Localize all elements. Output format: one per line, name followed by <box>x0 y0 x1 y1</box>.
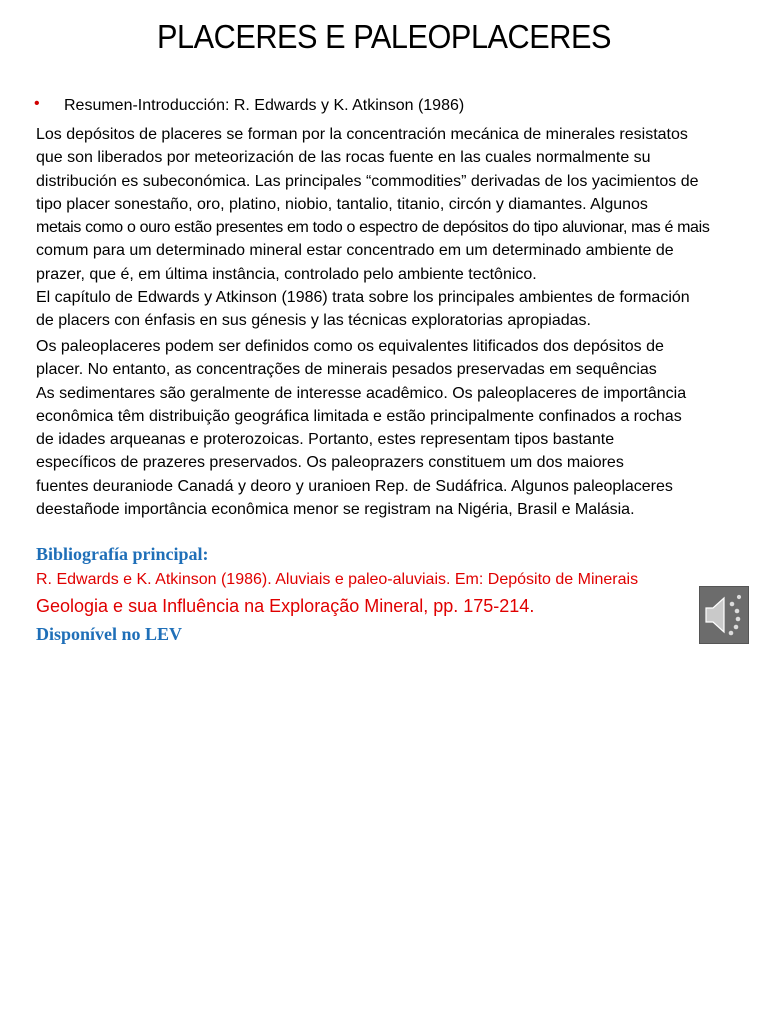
paragraph-line: El capítulo de Edwards y Atkinson (1986) trata sobre los principales ambientes de formación <box>36 289 690 307</box>
paragraph-line: placer. No entanto, as concentrações de minerais pesados preservadas em sequências <box>36 361 657 379</box>
paragraph-line: fuentes deuraniode Canadá y deoro y uranioen Rep. de Sudáfrica. Algunos paleoplaceres <box>36 477 673 495</box>
bullet-text: Resumen-Introducción: R. Edwards y K. Atkinson (1986) <box>64 97 465 114</box>
paragraph-line: metais como o ouro estão presentes em todo o espectro de depósitos do tipo aluvionar, mas é mais <box>36 219 710 237</box>
paragraph-line: deestañode importância econômica menor se registram na Nigéria, Brasil e Malásia. <box>36 501 635 519</box>
bibliography-citation-line1: R. Edwards e K. Atkinson (1986). Aluviais e paleo-aluviais. Em: Depósito de Minerais <box>36 571 639 588</box>
paragraph-line: prazer, que é, em última instância, controlado pelo ambiente tectônico. <box>36 265 537 283</box>
paragraph-line: econômica têm distribuição geográfica limitada e estão principalmente confinados a rochas <box>36 407 682 425</box>
bullet-marker: • <box>34 95 40 112</box>
paragraph-line: de placers con énfasis en sus génesis y las técnicas exploratorias apropiadas. <box>36 312 591 330</box>
paragraph-line: tipo placer sonestaño, oro, platino, niobio, tantalio, titanio, circón y diamantes. Algunos <box>36 195 648 213</box>
paragraph-placeres <box>36 123 742 333</box>
bibliography-citation-line2: Geologia e sua Influência na Exploração Mineral, pp. 175-214. <box>36 596 535 616</box>
bibliography-heading: Bibliografía principal: <box>36 544 209 564</box>
paragraph-line: comum para um determinado mineral estar concentrado em um determinado ambiente de <box>36 242 674 260</box>
speaker-icon <box>700 587 748 643</box>
paragraph-line: Os paleoplaceres podem ser definidos como os equivalentes litificados dos depósitos de <box>36 338 664 355</box>
paragraph-paleoplaceres <box>36 335 742 521</box>
paragraph-line: específicos de prazeres preservados. Os paleoprazers constituem um dos maiores <box>36 454 624 472</box>
paragraph-line: Los depósitos de placeres se forman por la concentración mecánica de minerales resistatos <box>36 126 688 143</box>
paragraph-line: de idades arqueanas e proterozoicas. Portanto, estes representam tipos bastante <box>36 431 615 449</box>
page-title: PLACERES E PALEOPLACERES <box>157 18 611 55</box>
availability-note: Disponível no LEV <box>36 624 183 644</box>
paragraph-line: distribución es subeconómica. Las principales “commodities” derivadas de los yacimientos de <box>36 172 699 190</box>
paragraph-line: As sedimentares são geralmente de interesse acadêmico. Os paleoplaceres de importância <box>36 384 687 402</box>
audio-speaker-button[interactable] <box>699 586 749 644</box>
paragraph-line: que son liberados por meteorización de las rocas fuente en las cuales normalmente su <box>36 149 651 167</box>
